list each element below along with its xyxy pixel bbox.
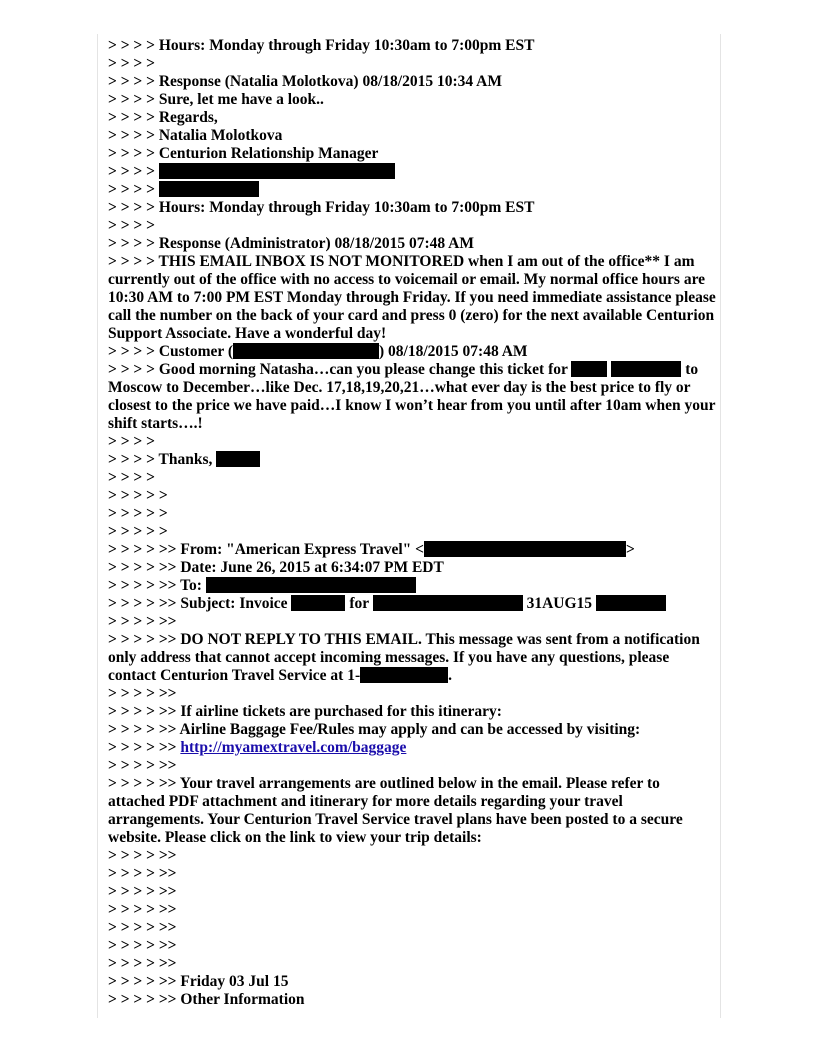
quote-line: > > > > >> — [108, 757, 177, 774]
quote-line: > > > > >> — [108, 613, 177, 630]
redaction-bar — [360, 667, 448, 683]
thanks-line — [108, 451, 716, 469]
customer-header — [108, 343, 716, 361]
customer-label: > > > > Customer ( — [108, 343, 234, 360]
notice-paragraph — [108, 631, 716, 685]
to-header — [108, 577, 716, 595]
signature-title: > > > > Centurion Relationship Manager — [108, 145, 379, 162]
redaction-bar — [571, 361, 607, 377]
signature-redacted-line — [108, 181, 716, 199]
redaction-bar — [206, 577, 416, 593]
quote-line: > > > > >> — [108, 955, 177, 972]
quote-line: > > > > — [108, 433, 155, 450]
message-line: > > > > Regards, — [108, 109, 218, 126]
from-close: > — [625, 541, 635, 558]
customer-message-paragraph — [108, 361, 716, 433]
quote-line: > > > > > — [108, 523, 168, 540]
quote-line: > > > > — [108, 217, 155, 234]
redaction-bar — [424, 541, 626, 557]
redaction-bar — [373, 595, 523, 611]
quote-line: > > > > >> — [108, 685, 177, 702]
baggage-link[interactable]: http://myamextravel.com/baggage — [180, 739, 407, 756]
quote-line: > > > > >> — [108, 865, 177, 882]
subject-text: > > > > >> Subject: Invoice — [108, 595, 288, 612]
signature-name: > > > > Natalia Molotkova — [108, 127, 283, 144]
message-line: > > > > Sure, let me have a look.. — [108, 91, 324, 108]
redaction-bar — [596, 595, 666, 611]
message-text: > > > > Good morning Natasha…can you please change this ticket for — [108, 361, 568, 378]
quote-prefix: > > > > — [108, 181, 155, 198]
redaction-bar — [233, 343, 379, 359]
hours-line: > > > > Hours: Monday through Friday 10:30am to 7:00pm EST — [108, 199, 535, 216]
redaction-bar — [216, 451, 260, 467]
redaction-bar — [159, 163, 395, 179]
quote-line: > > > > — [108, 55, 155, 72]
quote-line: > > > > > — [108, 487, 168, 504]
itinerary-date: > > > > >> Friday 03 Jul 15 — [108, 973, 289, 990]
subject-text: for — [349, 595, 369, 612]
email-thread-body — [108, 37, 716, 1009]
thanks-text: > > > > Thanks, — [108, 451, 213, 468]
message-text: to Moscow to December…like Dec. 17,18,19,20,21…what ever day is the best price to fly or closest to the price we have paid…I know I won’t hear from you until after 10am when your shift starts….! — [108, 361, 716, 432]
baggage-rules: > > > > >> Airline Baggage Fee/Rules may apply and can be accessed by visiting: — [108, 721, 641, 738]
notice-text: > > > > >> DO NOT REPLY TO THIS EMAIL. This message was sent from a notification only address that cannot accept incoming messages. If you have any questions, please contact Centurion Travel Service at 1- — [108, 631, 700, 684]
customer-timestamp: ) 08/18/2015 07:48 AM — [379, 343, 528, 360]
subject-header — [108, 595, 716, 613]
from-text: > > > > >> From: "American Express Travel" < — [108, 541, 424, 558]
quote-line: > > > > >> — [108, 901, 177, 918]
quote-line: > > > > >> — [108, 883, 177, 900]
hours-line: > > > > Hours: Monday through Friday 10:30am to 7:00pm EST — [108, 37, 535, 54]
response-header: > > > > Response (Administrator) 08/18/2015 07:48 AM — [108, 235, 474, 252]
other-information-heading: > > > > >> Other Information — [108, 991, 305, 1008]
response-header: > > > > Response (Natalia Molotkova) 08/18/2015 10:34 AM — [108, 73, 502, 90]
redaction-bar — [611, 361, 681, 377]
quote-line: > > > > >> — [108, 937, 177, 954]
signature-redacted-line — [108, 163, 716, 181]
subject-text: 31AUG15 — [526, 595, 593, 612]
baggage-intro: > > > > >> If airline tickets are purchased for this itinerary: — [108, 703, 502, 720]
notice-text: . — [448, 667, 452, 684]
date-header: > > > > >> Date: June 26, 2015 at 6:34:07 PM EDT — [108, 559, 444, 576]
quote-prefix: > > > > >> — [108, 739, 177, 756]
redaction-bar — [159, 181, 259, 197]
quote-prefix: > > > > — [108, 163, 155, 180]
from-header — [108, 541, 716, 559]
auto-reply-paragraph: > > > > THIS EMAIL INBOX IS NOT MONITORED when I am out of the office** I am currently out of the office with no access to voicemail or email. My normal office hours are 10:30 AM to 7:00 PM EST Monday through Friday. If you need immediate assistance please call the number on the back of your card and press 0 (zero) for the next available Centurion Support Associate. Have a wonderful day! — [108, 253, 716, 342]
travel-arrangements-paragraph: > > > > >> Your travel arrangements are outlined below in the email. Please refer to attached PDF attachment and itinerary for more details regarding your travel arrangements. Your Centurion Travel Service travel plans have been posted to a secure website. Please click on the link to view your trip details: — [108, 775, 683, 846]
to-text: > > > > >> To: — [108, 577, 202, 594]
quote-line: > > > > >> — [108, 919, 177, 936]
quote-line: > > > > — [108, 469, 155, 486]
baggage-link-line — [108, 739, 716, 757]
quote-line: > > > > > — [108, 505, 168, 522]
quote-line: > > > > >> — [108, 847, 177, 864]
redaction-bar — [291, 595, 345, 611]
